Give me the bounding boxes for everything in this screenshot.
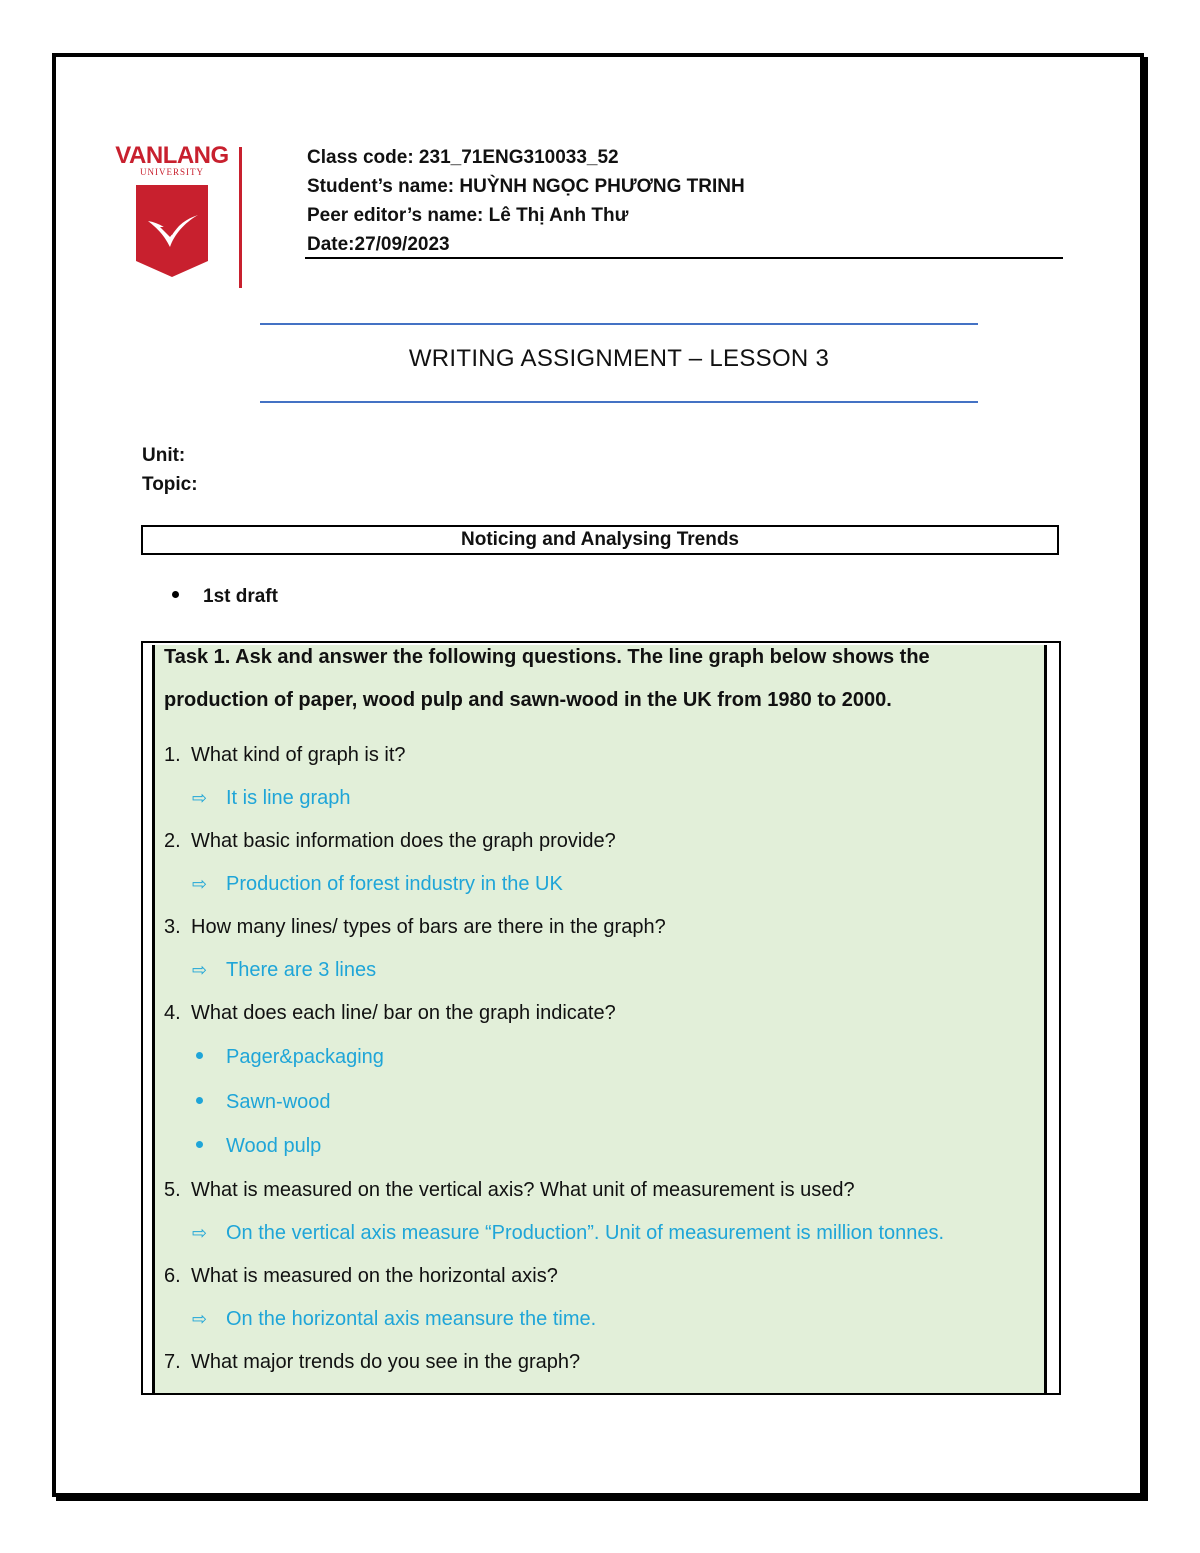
question-1: 1. What kind of graph is it? (164, 744, 406, 766)
topic-label: Topic: (142, 474, 198, 495)
answer-4-bullet-3: Wood pulp (196, 1135, 321, 1158)
answer-6: ⇨ On the horizontal axis meansure the time. (192, 1308, 597, 1330)
class-code: Class code: 231_71ENG310033_52 (307, 147, 619, 168)
title-rule-top (260, 323, 978, 325)
question-3: 3. How many lines/ types of bars are there in the graph? (164, 916, 666, 938)
arrow-right-icon: ⇨ (192, 788, 208, 808)
draft-label: 1st draft (203, 586, 278, 607)
section-heading: Noticing and Analysing Trends (141, 525, 1059, 555)
question-2: 2. What basic information does the graph provide? (164, 830, 616, 852)
date: Date:27/09/2023 (307, 234, 450, 255)
student-name: Student’s name: HUỲNH NGỌC PHƯƠNG TRINH (307, 176, 745, 197)
page-title: WRITING ASSIGNMENT – LESSON 3 (408, 345, 830, 372)
answer-3: ⇨ There are 3 lines (192, 959, 377, 981)
title-rule-bottom (260, 401, 978, 403)
question-6: 6. What is measured on the horizontal axis? (164, 1265, 558, 1287)
arrow-right-icon: ⇨ (192, 1223, 208, 1243)
logo-wordmark: VANLANG (115, 142, 229, 169)
draft-item (172, 586, 278, 608)
arrow-right-icon: ⇨ (192, 874, 208, 894)
arrow-right-icon: ⇨ (192, 1309, 208, 1329)
bullet-icon (196, 1052, 203, 1059)
question-5: 5. What is measured on the vertical axis? What unit of measurement is used? (164, 1179, 855, 1201)
vanlang-logo (112, 143, 242, 288)
unit-label: Unit: (142, 445, 186, 466)
shield-icon (134, 183, 210, 279)
arrow-right-icon: ⇨ (192, 960, 208, 980)
bullet-icon (172, 591, 179, 598)
peer-editor-name: Peer editor’s name: Lê Thị Anh Thư (307, 205, 629, 226)
answer-5: ⇨ On the vertical axis measure “Production”. Unit of measurement is million tonnes. (192, 1222, 945, 1244)
answer-4-bullet-1: Pager&packaging (196, 1046, 384, 1069)
bullet-icon (196, 1141, 203, 1148)
task-intro-line-2: production of paper, wood pulp and sawn-wood in the UK from 1980 to 2000. (164, 689, 892, 711)
answer-1: ⇨ It is line graph (192, 787, 351, 809)
task-intro-line-1: Task 1. Ask and answer the following questions. The line graph below shows the (164, 646, 930, 668)
question-4: 4. What does each line/ bar on the graph indicate? (164, 1002, 616, 1024)
logo-subtitle: UNIVERSITY (140, 167, 204, 177)
header-divider (305, 257, 1063, 259)
answer-2: ⇨ Production of forest industry in the UK (192, 873, 563, 895)
answer-4-bullet-2: Sawn-wood (196, 1091, 331, 1114)
question-7: 7. What major trends do you see in the graph? (164, 1351, 581, 1373)
bullet-icon (196, 1097, 203, 1104)
unit-topic (142, 441, 198, 499)
header-info (307, 143, 745, 259)
logo-divider (239, 147, 242, 288)
